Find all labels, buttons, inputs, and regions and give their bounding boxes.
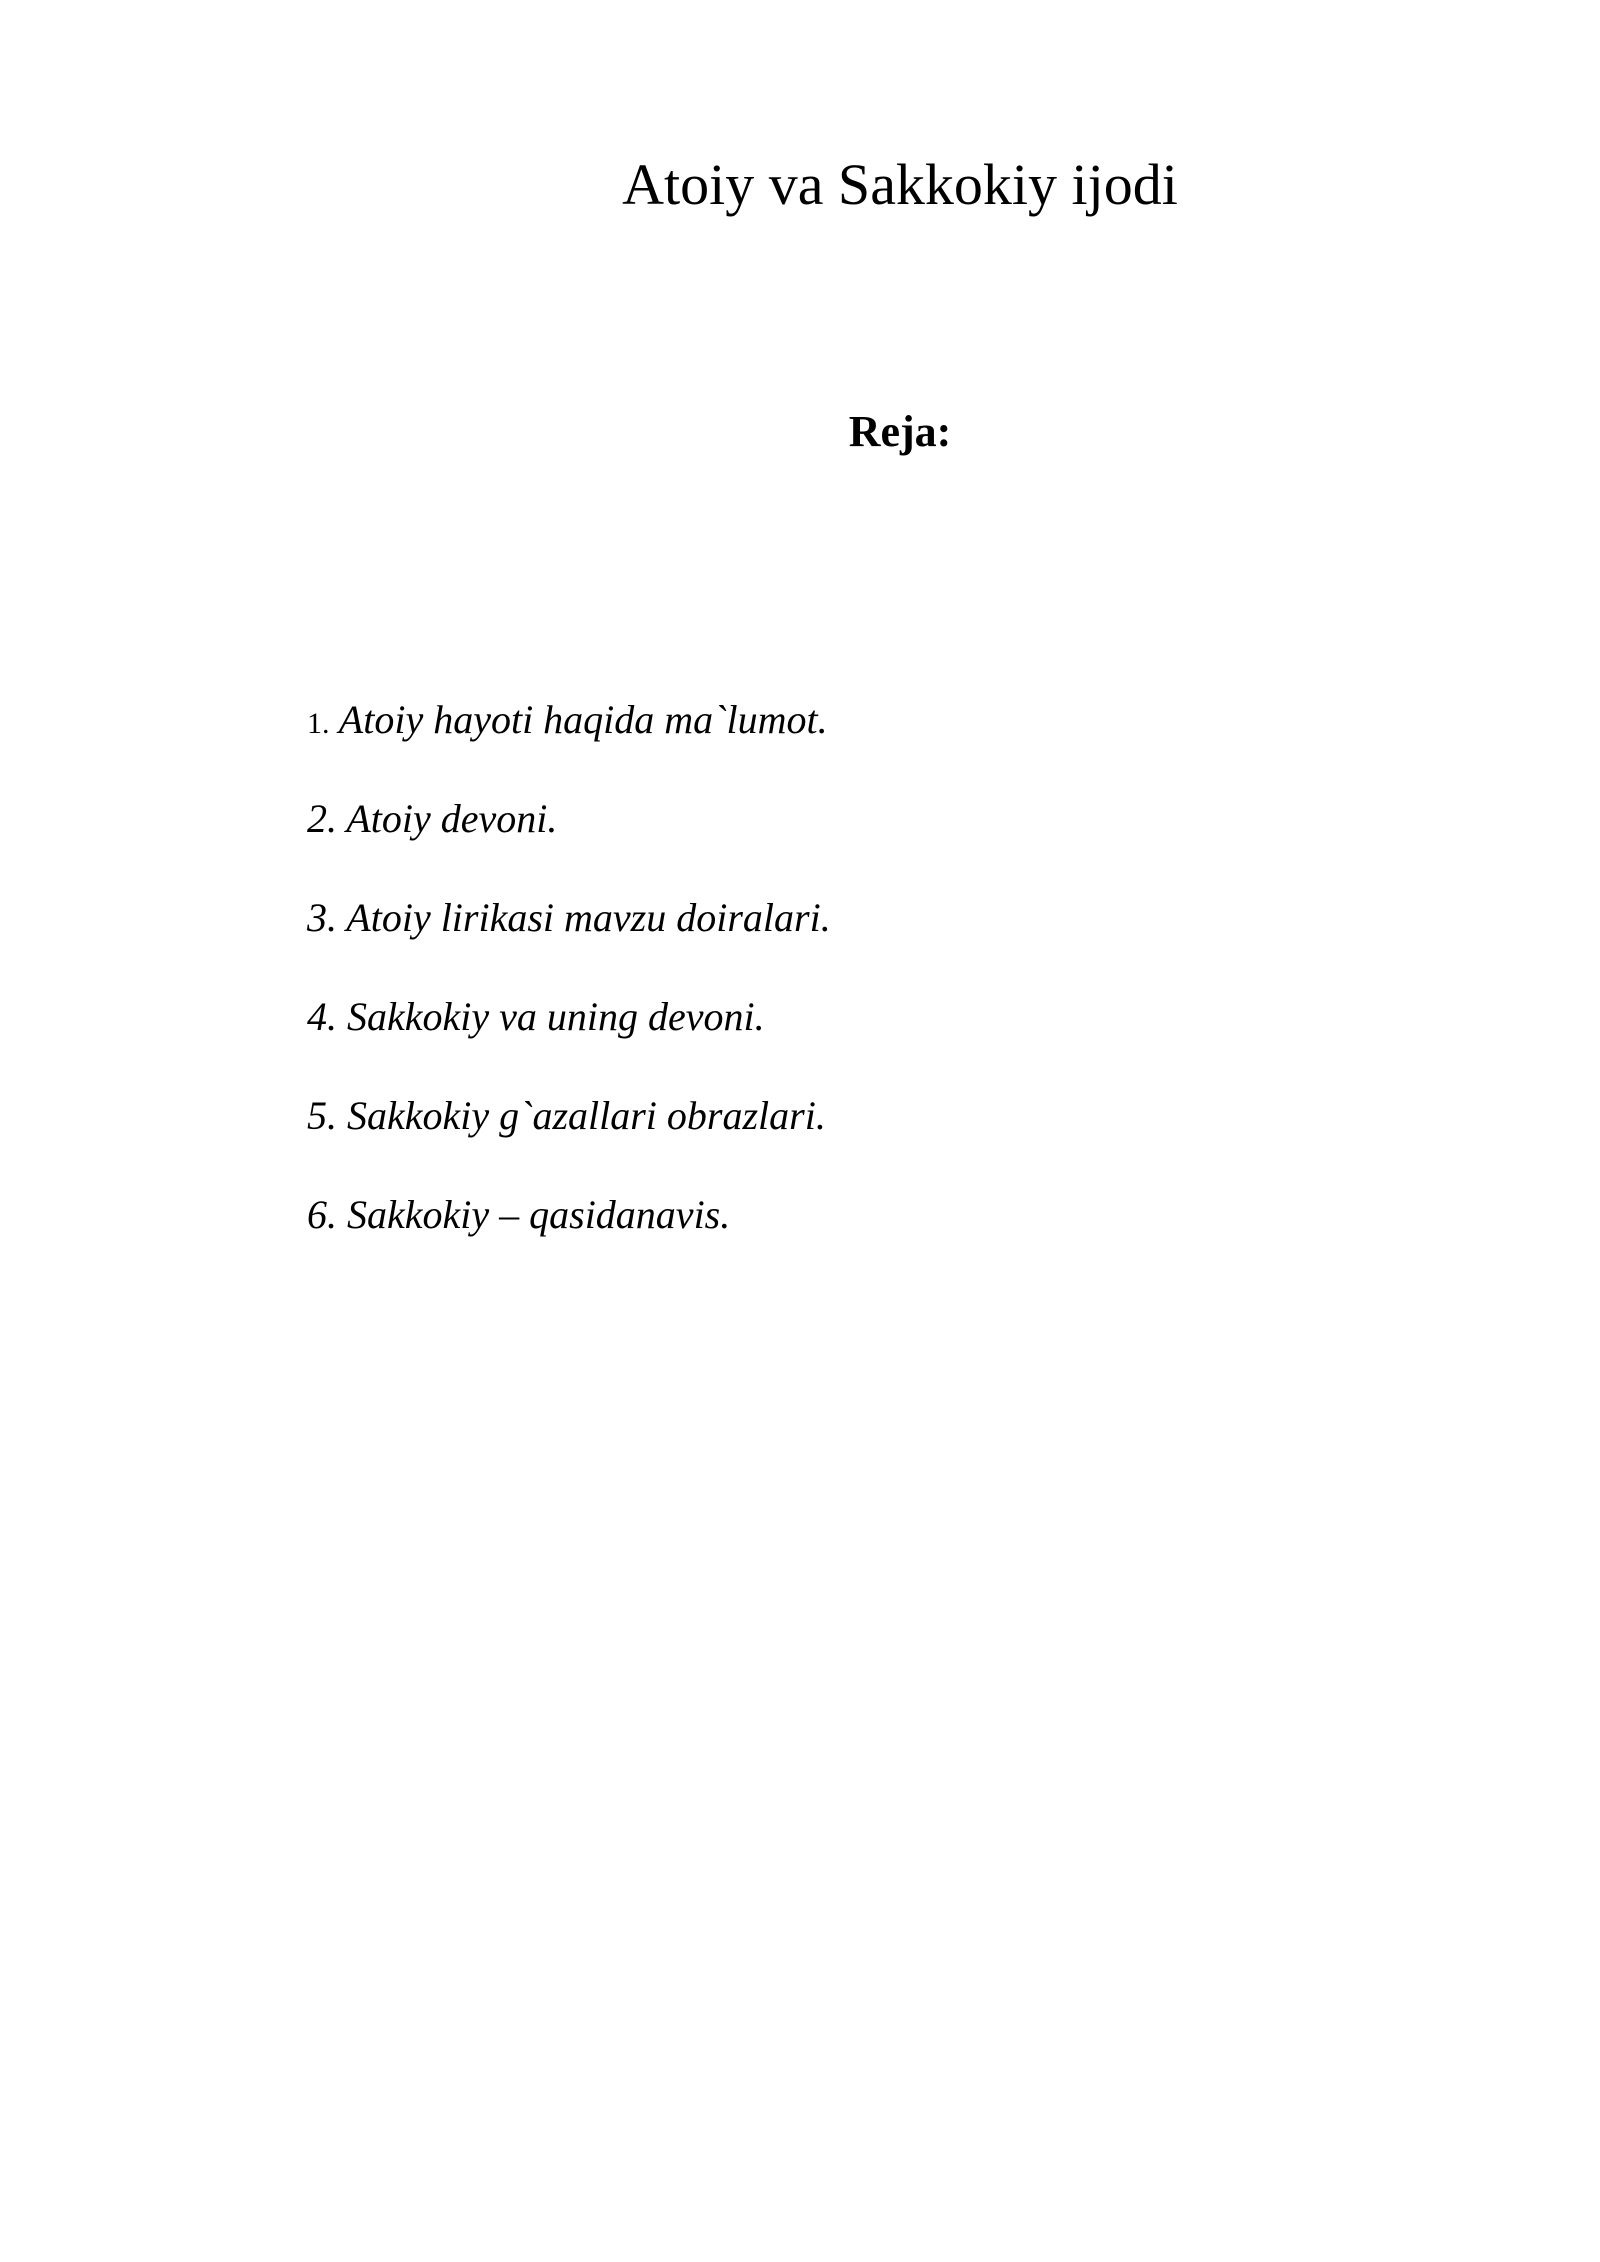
list-item-number: 5. xyxy=(307,1093,337,1138)
list-item xyxy=(307,1190,831,1240)
list-item-text: Sakkokiy va uning devoni. xyxy=(347,994,765,1039)
plan-list xyxy=(307,695,831,1289)
list-item-number: 4. xyxy=(307,994,337,1039)
page-title: Atoiy va Sakkokiy ijodi xyxy=(622,152,1178,217)
list-item-number: 1. xyxy=(307,707,330,740)
list-item-number: 2. xyxy=(307,796,337,841)
list-item xyxy=(307,1091,831,1141)
list-item-text: Sakkokiy g`azallari obrazlari. xyxy=(347,1093,826,1138)
list-item xyxy=(307,893,831,943)
list-item-text: Sakkokiy – qasidanavis. xyxy=(347,1192,731,1237)
list-item xyxy=(307,992,831,1042)
list-item xyxy=(307,695,831,745)
list-item-text: Atoiy devoni. xyxy=(346,796,558,841)
list-item-text: Atoiy lirikasi mavzu doiralari. xyxy=(346,895,831,940)
list-item-text: Atoiy hayoti haqida ma`lumot. xyxy=(338,697,828,742)
list-item xyxy=(307,794,831,844)
plan-heading: Reja: xyxy=(848,407,952,456)
list-item-number: 6. xyxy=(307,1192,337,1237)
list-item-number: 3. xyxy=(307,895,337,940)
